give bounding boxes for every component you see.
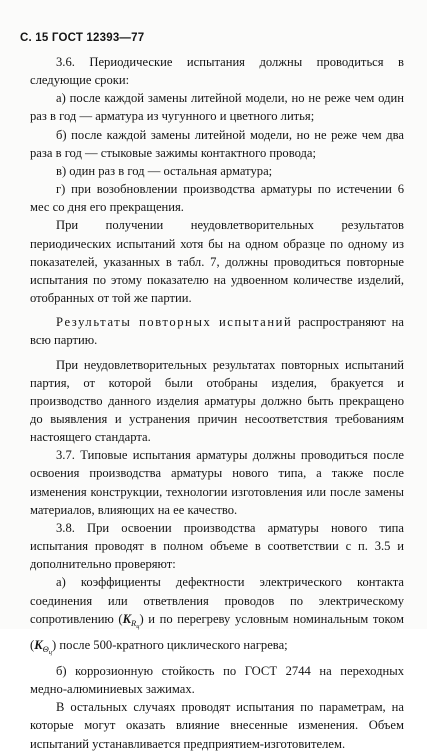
symbol-k-theta-subsub: ц <box>48 648 52 656</box>
results-rest-text: распространяют на всю партию. <box>30 315 404 348</box>
symbol-k-r-subsub: ц <box>136 622 140 630</box>
symbol-k-theta: K <box>34 637 43 652</box>
paragraph-results <box>30 313 404 349</box>
list-item-b: б) после каждой замены литейной модели, но не реже чем два раза в год — стыковые зажимы контактного провода; <box>30 127 404 160</box>
symbol-k-theta-sub: Θ <box>42 643 49 654</box>
paragraph-3-7: 3.7. Типовые испытания арматуры должны проводиться после освоения производства арматуры нового типа, а также после изменения конструкции, технологии изготовления или после замены материалов, влияющих на ее качество. <box>30 448 404 517</box>
symbol-k-r: K <box>122 611 132 626</box>
document-body <box>30 53 404 753</box>
list-item-a: а) после каждой замены литейной модели, но не реже чем один раз в год — арматура из чугунного и цветного литья; <box>30 91 404 124</box>
symbol-k-r-sub: R <box>131 617 137 628</box>
list-item-v: в) один раз в год — остальная арматура; <box>56 163 273 178</box>
list-item-g: г) при возобновлении производства арматуры по истечении 6 мес со дня его прекращения. <box>30 182 404 215</box>
paragraph-3-8: 3.8. При освоении производства арматуры нового типа испытания проводят в полном объеме в соответствии с п. 3.5 и дополнительно проверяют: <box>30 520 404 572</box>
coeff-text-c: ) после 500-кратного циклического нагрева; <box>52 637 288 652</box>
paragraph-repeat-tests: При получении неудовлетворительных результатов периодических испытаний хотя бы на одном образце по одному из показателей, указанных в табл. 7, должны проводиться повторные испытания по этому показателю на удвоенном количестве изделий, отобранных от той же партии. <box>30 218 404 306</box>
coeff-text-b: ) и по перегреву условным номинальным током ( <box>30 611 405 652</box>
paragraph-rejection: При неудовлетворительных результатах повторных испытаний партия, от которой были отобраны изделия, бракуется и производство данного изделия арматуры должно быть прекращено до выявления и устранения причин несоответствия требованиям настоящего стандарта. <box>30 357 404 445</box>
paragraph-other-cases: В остальных случаях проводят испытания по параметрам, на которые могут оказать влияние внесенные изменения. Объем испытаний устанавливается предприятием-изготовителем. <box>30 700 404 751</box>
page-header: С. 15 ГОСТ 12393—77 <box>20 32 145 44</box>
list-item-coefficients <box>30 573 404 662</box>
results-spaced-text: Результаты повторных испытаний <box>56 315 293 330</box>
coeff-text-a: а) коэффициенты дефектности электрического контакта соединения или ответвления проводов по электрическому сопротивлению ( <box>30 575 404 626</box>
paragraph-3-6: 3.6. Периодические испытания должны проводиться в следующие сроки: <box>30 55 404 88</box>
list-item-corrosion: б) коррозионную стойкость по ГОСТ 2744 на переходных медно-алюминиевых зажимах. <box>30 664 404 697</box>
